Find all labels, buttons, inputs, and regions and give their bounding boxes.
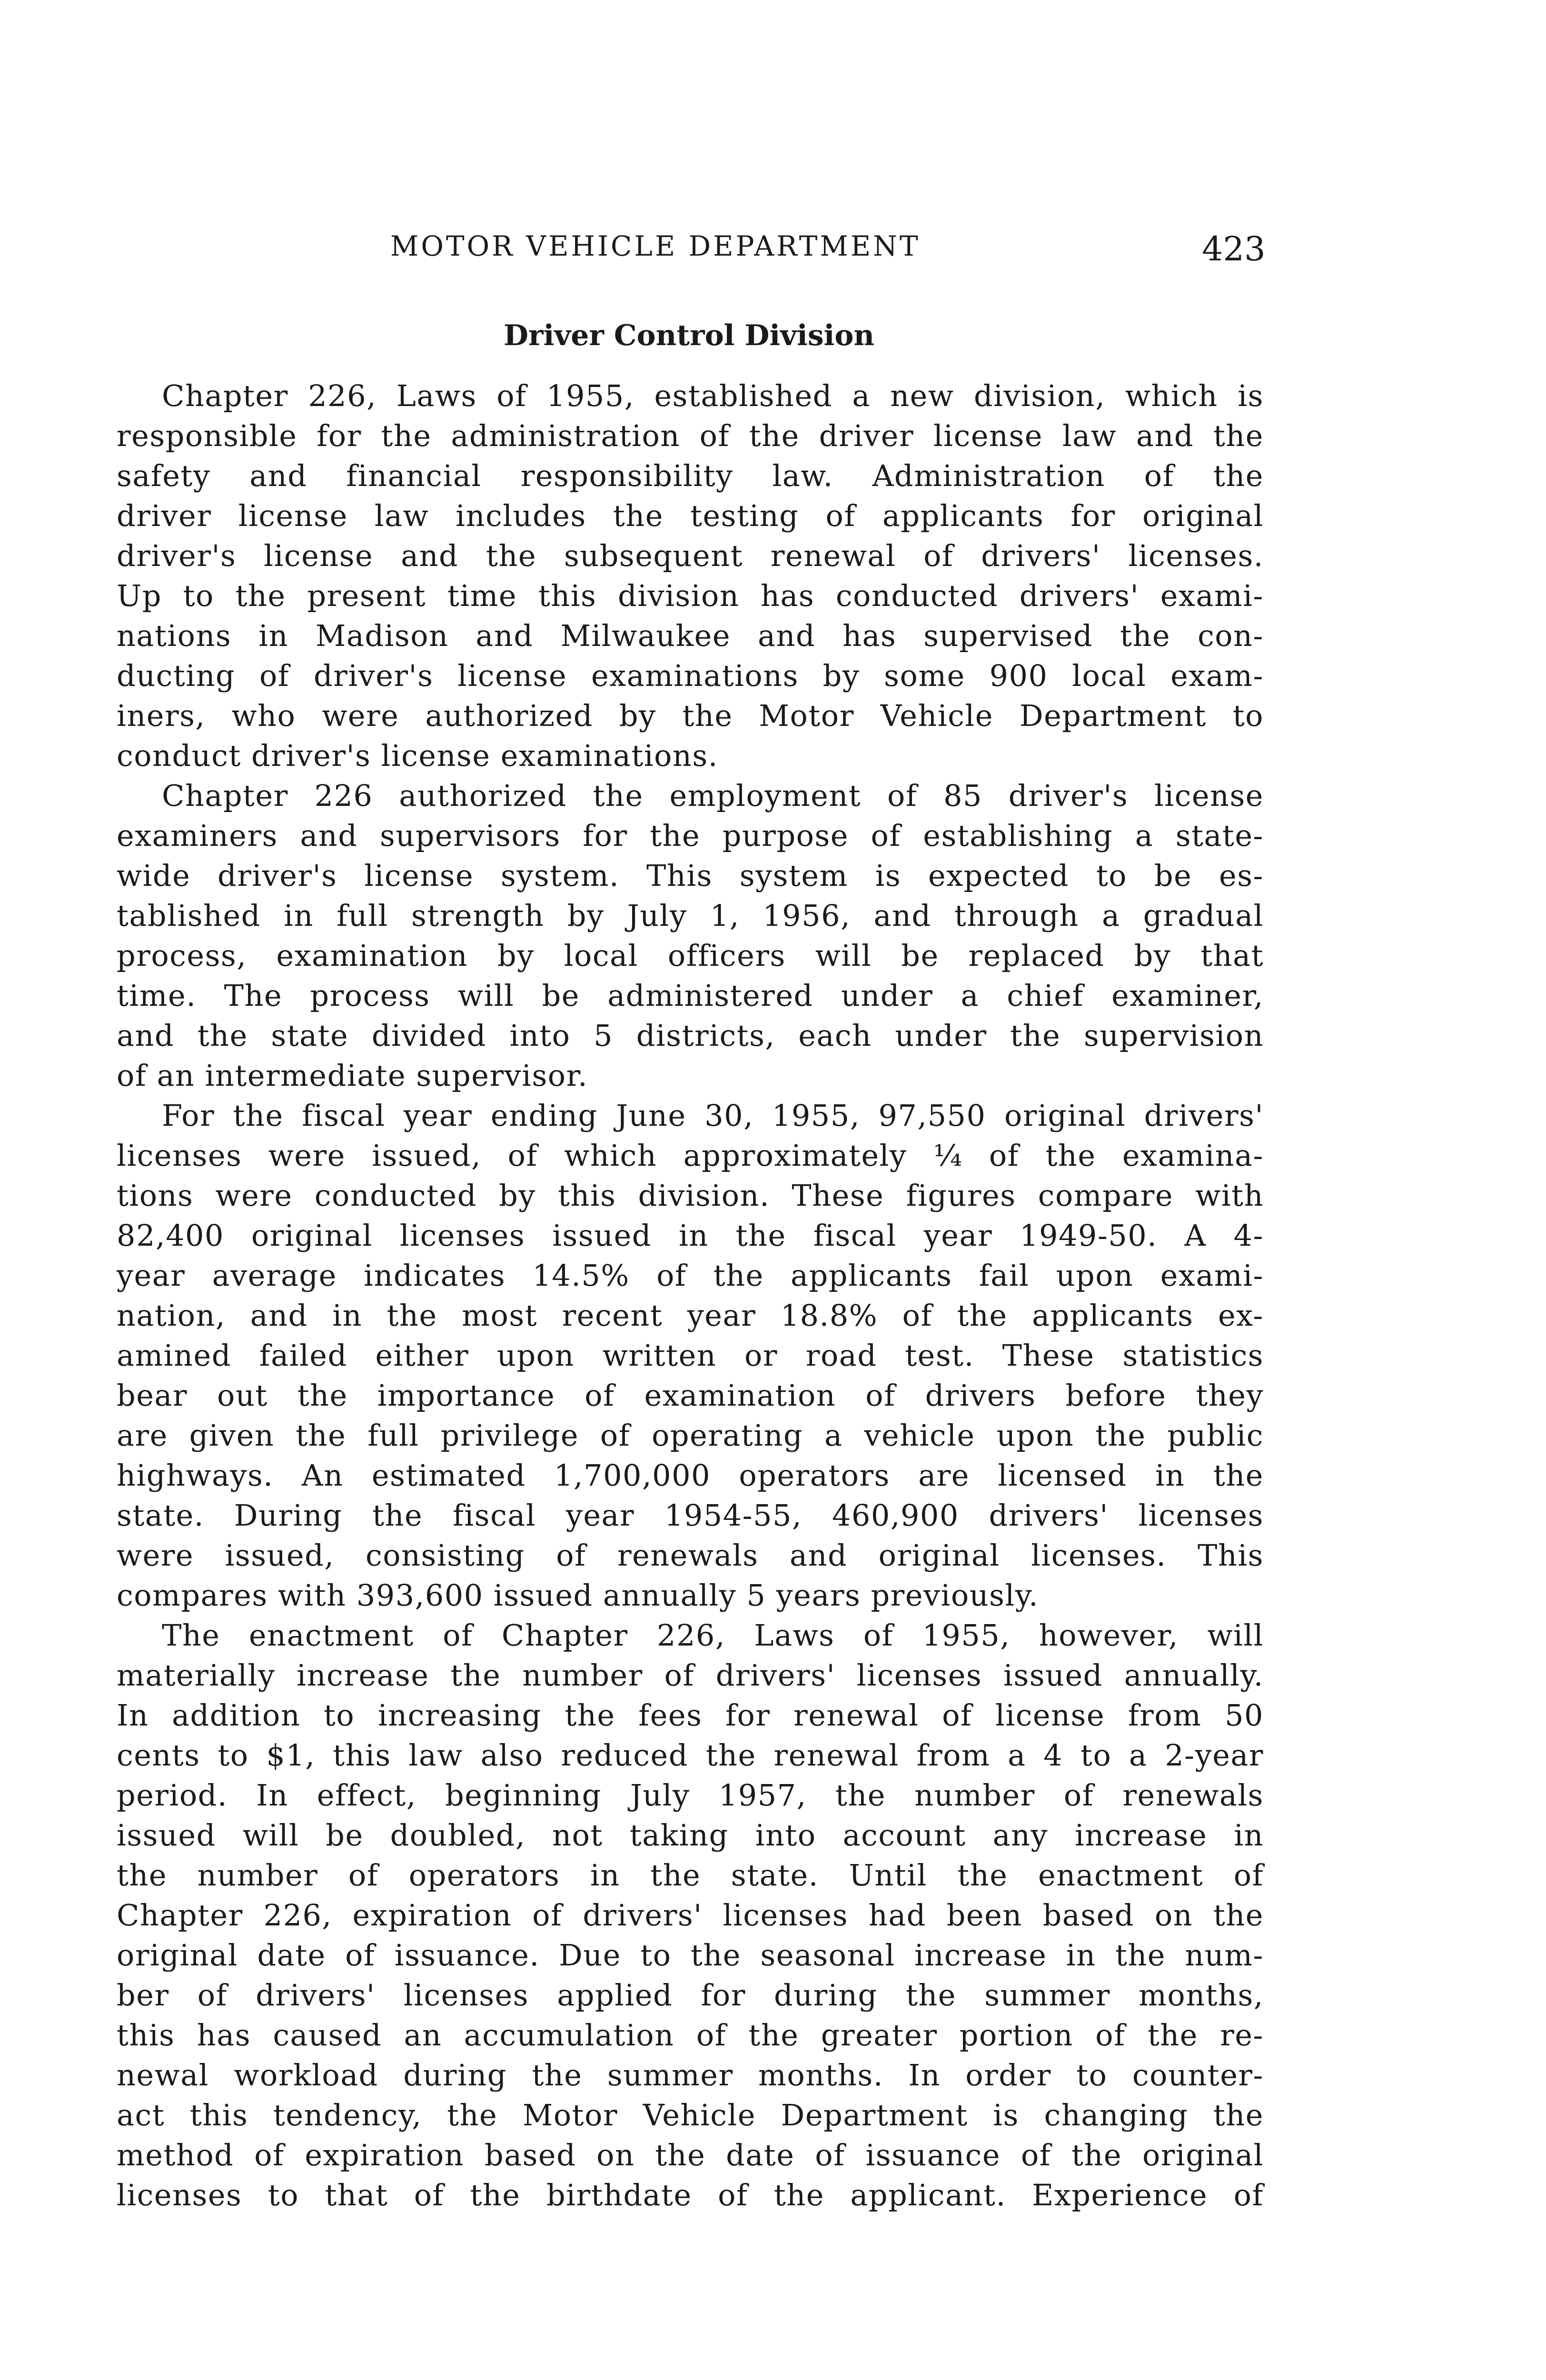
text-line: licenses to that of the birthdate of the applicant. Experience of [117,2178,1264,2212]
text-line: are given the full privilege of operating a vehicle upon the public [117,1418,1264,1453]
text-line: cents to $1, this law also reduced the renewal from a 4 to a 2-year [117,1738,1264,1773]
paragraph [117,1616,1264,2215]
text-line: tablished in full strength by July 1, 1956, and through a gradual [117,898,1264,933]
text-line: process, examination by local officers will be replaced by that [117,938,1264,973]
text-line: For the fiscal year ending June 30, 1955, 97,550 original drivers' [162,1098,1264,1133]
text-line: driver license law includes the testing of applicants for original [117,498,1264,533]
text-line: safety and financial responsibility law. Administration of the [117,458,1264,493]
text-line: responsible for the administration of the driver license law and the [117,418,1264,453]
text-line: act this tendency, the Motor Vehicle Department is changing the [117,2098,1264,2132]
text-line: 82,400 original licenses issued in the fiscal year 1949-50. A 4- [117,1218,1264,1253]
text-line: bear out the importance of examination of drivers before they [117,1378,1264,1413]
text-line: nation, and in the most recent year 18.8% of the applicants ex- [117,1298,1264,1333]
text-line: Chapter 226, Laws of 1955, established a new division, which is [162,378,1264,413]
text-line: iners, who were authorized by the Motor Vehicle Department to [117,698,1264,733]
page-number: 423 [1202,229,1266,268]
text-line: newal workload during the summer months. In order to counter- [117,2058,1264,2092]
text-line: driver's license and the subsequent renewal of drivers' licenses. [117,538,1264,573]
text-line: The enactment of Chapter 226, Laws of 1955, however, will [162,1618,1264,1653]
text-line: time. The process will be administered under a chief examiner, [117,978,1264,1013]
text-line: method of expiration based on the date of issuance of the original [117,2138,1264,2172]
text-line: and the state divided into 5 districts, each under the supervision [117,1018,1264,1053]
text-line: this has caused an accumulation of the greater portion of the re- [117,2018,1264,2053]
text-line: compares with 393,600 issued annually 5 years previously. [117,1578,1039,1613]
text-line: were issued, consisting of renewals and original licenses. This [117,1538,1264,1573]
text-line: examiners and supervisors for the purpose of establishing a state- [117,818,1264,853]
running-title: MOTOR VEHICLE DEPARTMENT [390,230,921,262]
text-line: conduct driver's license examinations. [117,738,718,773]
text-line: the number of operators in the state. Until the enactment of [117,1858,1264,1893]
paragraph [117,1096,1264,1616]
text-line: period. In effect, beginning July 1957, the number of renewals [117,1778,1264,1813]
text-line: of an intermediate supervisor. [117,1058,588,1093]
text-line: Chapter 226, expiration of drivers' licenses had been based on the [117,1898,1264,1933]
section-heading: Driver Control Division [503,319,875,352]
text-line: tions were conducted by this division. These figures compare with [117,1178,1264,1213]
text-line: ducting of driver's license examinations by some 900 local exam- [117,658,1264,693]
text-line: nations in Madison and Milwaukee and has supervised the con- [117,618,1264,653]
text-line: state. During the fiscal year 1954-55, 460,900 drivers' licenses [117,1498,1264,1533]
text-line: materially increase the number of drivers' licenses issued annually. [117,1658,1264,1693]
paragraph [117,776,1264,1096]
body-text [117,376,1264,2215]
text-line: issued will be doubled, not taking into account any increase in [117,1818,1264,1853]
text-line: licenses were issued, of which approximately ¼ of the examina- [117,1138,1264,1173]
text-line: amined failed either upon written or road test. These statistics [117,1338,1264,1373]
text-line: original date of issuance. Due to the seasonal increase in the num- [117,1938,1264,1973]
text-line: year average indicates 14.5% of the applicants fail upon exami- [117,1258,1264,1293]
text-line: Up to the present time this division has conducted drivers' exami- [117,578,1264,613]
text-line: In addition to increasing the fees for renewal of license from 50 [117,1698,1264,1733]
text-line: ber of drivers' licenses applied for during the summer months, [117,1978,1264,2013]
text-line: highways. An estimated 1,700,000 operators are licensed in the [117,1458,1264,1493]
text-line: wide driver's license system. This system is expected to be es- [117,858,1264,893]
paragraph [117,376,1264,776]
text-line: Chapter 226 authorized the employment of 85 driver's license [162,778,1264,813]
